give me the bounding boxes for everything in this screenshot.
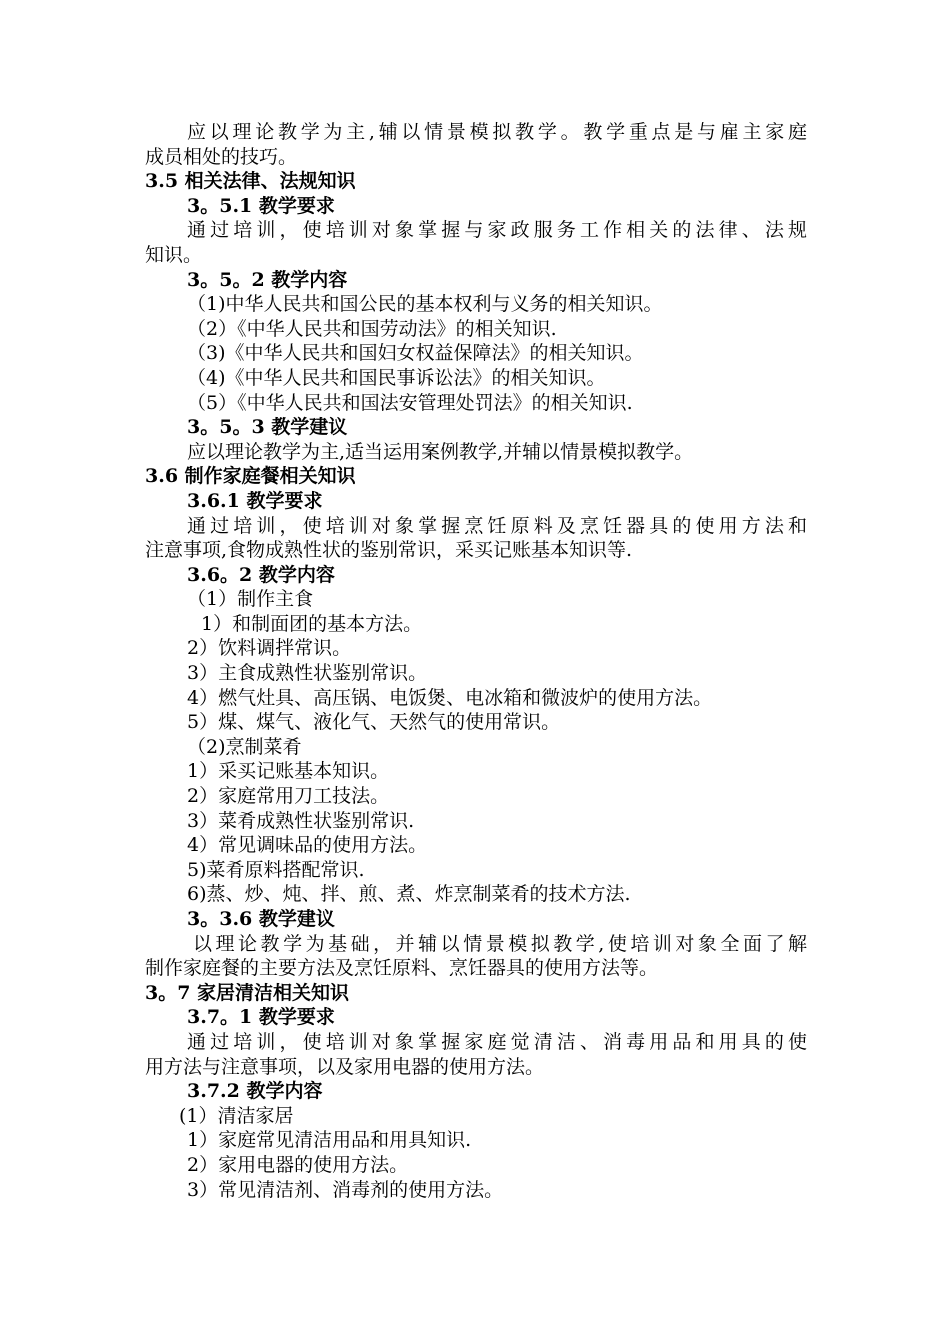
text-line: 通过培训，使培训对象掌握与家政服务工作相关的法律、法规 — [187, 219, 807, 242]
text-line: （2）《中华人民共和国劳动法》的相关知识. — [187, 317, 557, 340]
text-line: （3)《中华人民共和国妇女权益保障法》的相关知识。 — [187, 342, 644, 365]
text-line: 成员相处的技巧。 — [145, 145, 298, 168]
text-line: （4)《中华人民共和国民事诉讼法》的相关知识。 — [187, 366, 606, 389]
text-line: （1）制作主食 — [187, 588, 314, 611]
text-line: 6)蒸、炒、炖、拌、煎、煮、炸烹制菜肴的技术方法. — [187, 883, 631, 906]
text-line: 1）采买记账基本知识。 — [187, 760, 390, 783]
section-heading: 3.6.1 教学要求 — [187, 489, 323, 512]
text-line: （5）《中华人民共和国法安管理处罚法》的相关知识. — [187, 391, 633, 414]
text-line: 应以理论教学为主,辅以情景模拟教学。教学重点是与雇主家庭 — [187, 121, 807, 143]
section-heading: 3。5。2 教学内容 — [187, 268, 348, 291]
text-line: 1）家庭常见清洁用品和用具知识. — [187, 1129, 472, 1152]
text-line: 通过培训，使培训对象掌握烹饪原料及烹饪器具的使用方法和 — [187, 514, 807, 537]
section-heading: 3.6。2 教学内容 — [187, 563, 335, 586]
text-line: (1）清洁家居 — [179, 1104, 294, 1127]
text-line: 4）燃气灶具、高压锅、电饭煲、电冰箱和微波炉的使用方法。 — [187, 686, 713, 709]
section-heading: 3。3.6 教学建议 — [187, 908, 335, 930]
document-page — [145, 120, 807, 1202]
text-line: 1）和制面团的基本方法。 — [201, 612, 423, 635]
section-heading: 3。5。3 教学建议 — [187, 416, 348, 439]
text-line: 4）常见调味品的使用方法。 — [187, 834, 428, 857]
text-line: 5)菜肴原料搭配常识. — [187, 858, 365, 881]
text-line: （2)烹制菜肴 — [187, 735, 302, 758]
text-line: 应以理论教学为主,适当运用案例教学,并辅以情景模拟教学。 — [187, 440, 694, 463]
text-line: 通过培训，使培训对象掌握家庭觉清洁、消毒用品和用具的使 — [187, 1030, 807, 1053]
text-line: 2）家用电器的使用方法。 — [187, 1153, 409, 1176]
text-line: 用方法与注意事项，以及家用电器的使用方法。 — [145, 1055, 545, 1078]
text-line: 注意事项,食物成熟性状的鉴别常识，采买记账基本知识等. — [145, 539, 633, 562]
text-line: 知识。 — [145, 243, 203, 266]
section-heading: 3.5 相关法律、法规知识 — [145, 170, 356, 193]
text-line: 2）饮料调拌常识。 — [187, 637, 352, 660]
section-heading: 3.7。1 教学要求 — [187, 1006, 335, 1029]
text-line: 5）煤、煤气、液化气、天然气的使用常识。 — [187, 711, 561, 734]
text-line: 3）菜肴成熟性状鉴别常识. — [187, 809, 415, 832]
section-heading: 3.6 制作家庭餐相关知识 — [145, 465, 356, 488]
text-line: （1)中华人民共和国公民的基本权利与义务的相关知识。 — [187, 293, 663, 316]
text-line: 2）家庭常用刀工技法。 — [187, 785, 390, 808]
section-heading: 3。5.1 教学要求 — [187, 194, 335, 217]
section-heading: 3。7 家居清洁相关知识 — [145, 981, 350, 1004]
text-line: 3）主食成熟性状鉴别常识。 — [187, 662, 428, 685]
text-line: 以理论教学为基础，并辅以情景模拟教学,使培训对象全面了解 — [193, 932, 807, 955]
text-line: 3）常见清洁剂、消毒剂的使用方法。 — [187, 1178, 504, 1201]
section-heading: 3.7.2 教学内容 — [187, 1080, 323, 1103]
text-line: 制作家庭餐的主要方法及烹饪原料、烹饪器具的使用方法等。 — [145, 957, 659, 980]
